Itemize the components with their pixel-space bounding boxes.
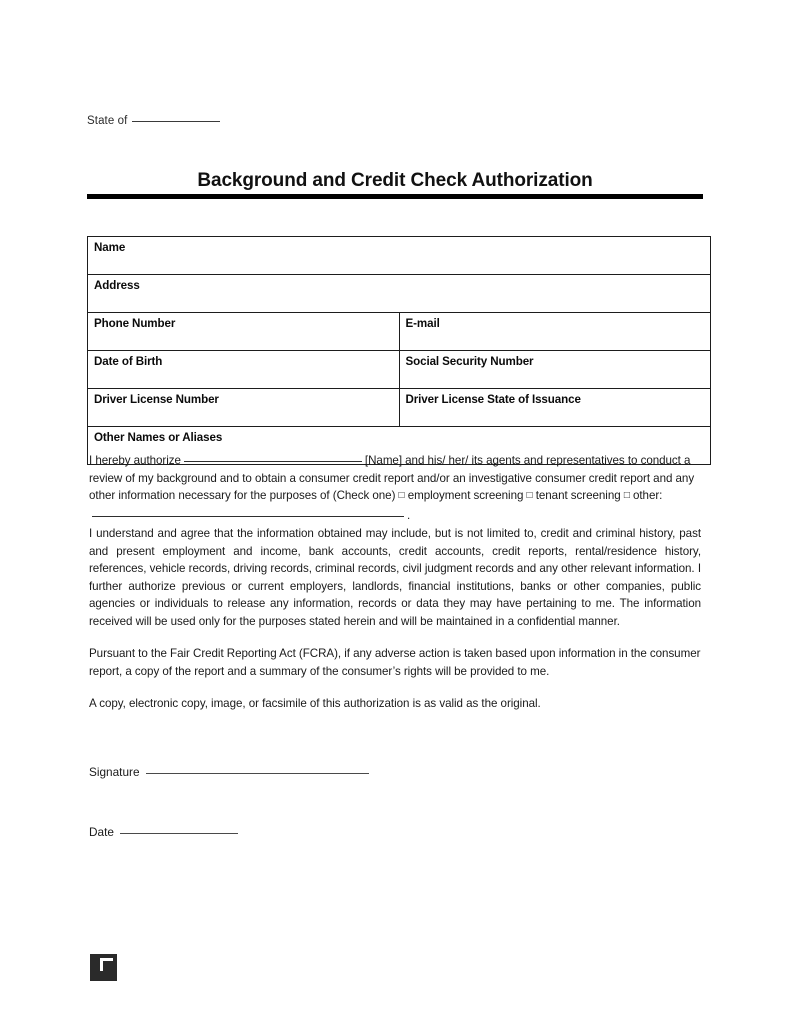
field-label-driver-license-number[interactable]: Driver License Number [88, 389, 400, 427]
date-line [89, 821, 238, 839]
authorize-name-blank[interactable] [184, 450, 362, 462]
option-label-employment-screening: employment screening [407, 489, 524, 503]
page-title: Background and Credit Check Authorization [197, 170, 593, 191]
fcra-paragraph: Pursuant to the Fair Credit Reporting Act (FCRA), if any adverse action is taken based upon information in the consumer report, a copy of the report and a summary of the consumer’s rights will be provided to me. [89, 647, 701, 678]
field-label-address[interactable]: Address [88, 275, 711, 313]
table-row [88, 237, 711, 275]
state-of-line [87, 111, 220, 127]
field-label-driver-license-state[interactable]: Driver License State of Issuance [399, 389, 711, 427]
field-label-social-security-number[interactable]: Social Security Number [399, 351, 711, 389]
signature-label: Signature [89, 765, 140, 779]
date-blank[interactable] [120, 821, 238, 834]
other-purpose-blank[interactable] [92, 505, 404, 517]
checkbox-employment-screening[interactable]: □ [398, 490, 405, 502]
checkbox-tenant-screening[interactable]: □ [526, 490, 533, 502]
understanding-paragraph: I understand and agree that the information obtained may include, but is not limited to, credit and criminal history, past and present employment and income, bank accounts, credit accounts, credit reports, rental/residence history, references, vehicle records, driving records, criminal records, civil judgment records and any other relevant information. I further authorize previous or current employers, landlords, financial institutions, banks or other companies, public agencies or individuals to release any information, records or data they may have pertaining to me. The information received will be used only for the purposes stated herein and will be maintained in a confidential manner. [89, 527, 701, 628]
table-row [88, 389, 711, 427]
state-of-label: State of [87, 115, 128, 127]
field-label-email[interactable]: E-mail [399, 313, 711, 351]
authorize-end-punctuation: . [407, 508, 411, 522]
field-label-other-names-aliases[interactable]: Other Names or Aliases [88, 427, 711, 465]
field-label-phone-number[interactable]: Phone Number [88, 313, 400, 351]
option-label-other: other: [632, 489, 663, 503]
table-row [88, 275, 711, 313]
option-label-tenant-screening: tenant screening [535, 489, 621, 503]
copy-validity-paragraph: A copy, electronic copy, image, or facsimile of this authorization is as valid as the original. [89, 697, 541, 710]
applicant-info-table [87, 236, 711, 465]
title-divider [87, 194, 703, 199]
authorization-paragraph [89, 450, 701, 524]
table-row [88, 351, 711, 389]
state-of-blank[interactable] [132, 111, 220, 122]
logo-inner-square [103, 961, 115, 973]
field-label-name[interactable]: Name [88, 237, 711, 275]
signature-line [89, 761, 369, 779]
authorize-text-part2: [Name] and his/ her/ its agents and representatives to conduct a review of my background and to obtain a consumer credit report and/or an investigative consumer credit report and any other information necessary for the purposes of (Check one) [89, 454, 695, 503]
legal-templates-logo-icon [90, 954, 117, 981]
field-label-date-of-birth[interactable]: Date of Birth [88, 351, 400, 389]
checkbox-other[interactable]: □ [623, 490, 630, 502]
date-label: Date [89, 825, 114, 839]
authorize-text-part1: I hereby authorize [89, 454, 181, 467]
table-row [88, 313, 711, 351]
signature-blank[interactable] [146, 761, 369, 774]
